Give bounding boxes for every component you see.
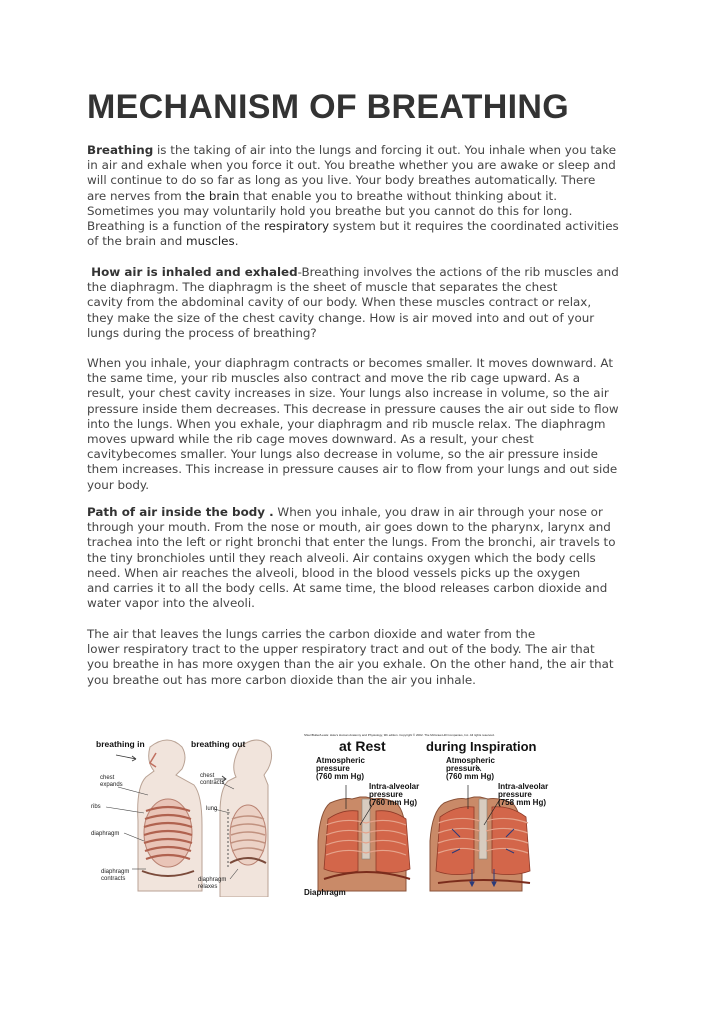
path-of-air-lead: Path of air inside the body .	[87, 505, 274, 519]
at-rest-title: at Rest	[339, 738, 386, 754]
svg-text:Intra-alveolar: Intra-alveolar	[498, 782, 549, 791]
svg-text:diaphragm: diaphragm	[91, 831, 120, 837]
svg-text:Atmospheric: Atmospheric	[316, 756, 365, 765]
pressure-inspiration-illustration	[302, 729, 564, 899]
svg-text:pressure: pressure	[498, 790, 532, 799]
svg-text:lung: lung	[206, 806, 218, 812]
svg-text:pressure: pressure	[316, 764, 350, 773]
breathing-out-title: breathing out	[191, 739, 246, 749]
svg-text:(760 mm Hg): (760 mm Hg)	[446, 772, 495, 781]
svg-text:pressure: pressure	[369, 790, 403, 799]
breathing-lead: Breathing	[87, 143, 154, 157]
svg-text:chest: chest	[200, 773, 215, 779]
paragraph-inhale-exhale: When you inhale, your diaphragm contracts or becomes smaller. It moves downward. At the same time, your rib muscles also contract and move the rib cage upward. As a result, your chest cavity increases in size. Your lungs also increase in volume, so the air pressure inside them decreases. This decrease in pressure causes the air out side to flow into the lungs. When you exhale, your diaphragm and rib muscle relax. The diaphragm moves upward while the rib cage moves downward. As a result, your chest cavitybecomes smaller. Your lungs also decrease in volume, so the air pressure inside them increases. This increase in pressure causes air to flow from your lungs and out side your body.	[87, 356, 619, 492]
svg-text:Atmospheric: Atmospheric	[446, 756, 495, 765]
svg-text:contracts: contracts	[101, 876, 126, 882]
svg-text:diaphragm: diaphragm	[101, 869, 130, 875]
svg-text:contracts: contracts	[200, 780, 225, 786]
svg-text:(758 mm Hg): (758 mm Hg)	[498, 798, 547, 807]
breathing-in-title: breathing in	[96, 739, 145, 749]
svg-text:chest: chest	[100, 775, 115, 781]
svg-text:Intra-alveolar: Intra-alveolar	[369, 782, 420, 791]
svg-text:expands: expands	[100, 782, 123, 788]
paragraph-path-of-air: Path of air inside the body . When you inhale, you draw in air through your nose or through your mouth. From the nose or mouth, air goes down to the pharynx, larynx and trachea into the left or right bronchi that enter the lungs. From the bronchi, air travels to the tiny bronchioles until they reach alveoli. Air contains oxygen which the body cells need. When air reaches the alveoli, blood in the blood vessels picks up the oxygen and carries it to all the body cells. At same time, the blood releases carbon dioxide and water vapor into the alveoli.	[87, 505, 616, 611]
figure-credit: Shier/Butler/Lewis: Hole's Human Anatomy and Physiology, 9th edition. Copyright © 2002. The McGraw-Hill Companies, Inc. All rights reserved.	[304, 733, 495, 737]
muscles-link[interactable]: muscles	[186, 234, 235, 249]
svg-text:relaxes: relaxes	[198, 884, 218, 890]
respiratory-link[interactable]: respiratory	[263, 219, 330, 234]
inhaled-exhaled-lead: How air is inhaled and exhaled	[87, 265, 298, 279]
svg-text:ribs: ribs	[91, 804, 101, 810]
paragraph-breathing: Breathing is the taking of air into the lungs and forcing it out. You inhale when you take in air and exhale when you force it out. You breathe whether you are awake or sleep and will continue to do so far as long as you live. Your body breathes automatically. There are nerves from the brain that enable you to breathe without thinking about it. Sometimes you may voluntarily hold you breathe but you cannot do this for long. Breathing is a function of the respiratory system but it requires the coordinated activities of the brain and muscles.	[87, 143, 619, 249]
paragraph-inhaled-exhaled: How air is inhaled and exhaled-Breathing involves the actions of the rib muscles and the diaphragm. The diaphragm is the sheet of muscle that separates the chest cavity from the abdominal cavity of our body. When these muscles contract or relax, they make the size of the chest cavity change. How is air moved into and out of your lungs during the process of breathing?	[87, 265, 619, 340]
page-title: MECHANISM OF BREATHING	[87, 88, 569, 126]
breathing-in-out-illustration	[88, 729, 278, 897]
brain-link[interactable]: the brain	[185, 188, 240, 203]
svg-text:diaphragm: diaphragm	[198, 877, 227, 883]
paragraph-air-leaves: The air that leaves the lungs carries the carbon dioxide and water from the lower respiratory tract to the upper respiratory tract and out of the body. The air that you breathe in has more oxygen than the air you exhale. On the other hand, the air that you breathe out has more carbon dioxide than the air you inhale.	[87, 627, 614, 687]
breathing-out-torso	[214, 740, 272, 897]
svg-text:(760 mm Hg): (760 mm Hg)	[316, 772, 365, 781]
during-inspiration-title: during Inspiration	[426, 739, 537, 754]
svg-text:(760 mm Hg): (760 mm Hg)	[369, 798, 418, 807]
diaphragm-label: Diaphragm	[304, 888, 346, 897]
svg-text:pressure: pressure	[446, 764, 480, 773]
